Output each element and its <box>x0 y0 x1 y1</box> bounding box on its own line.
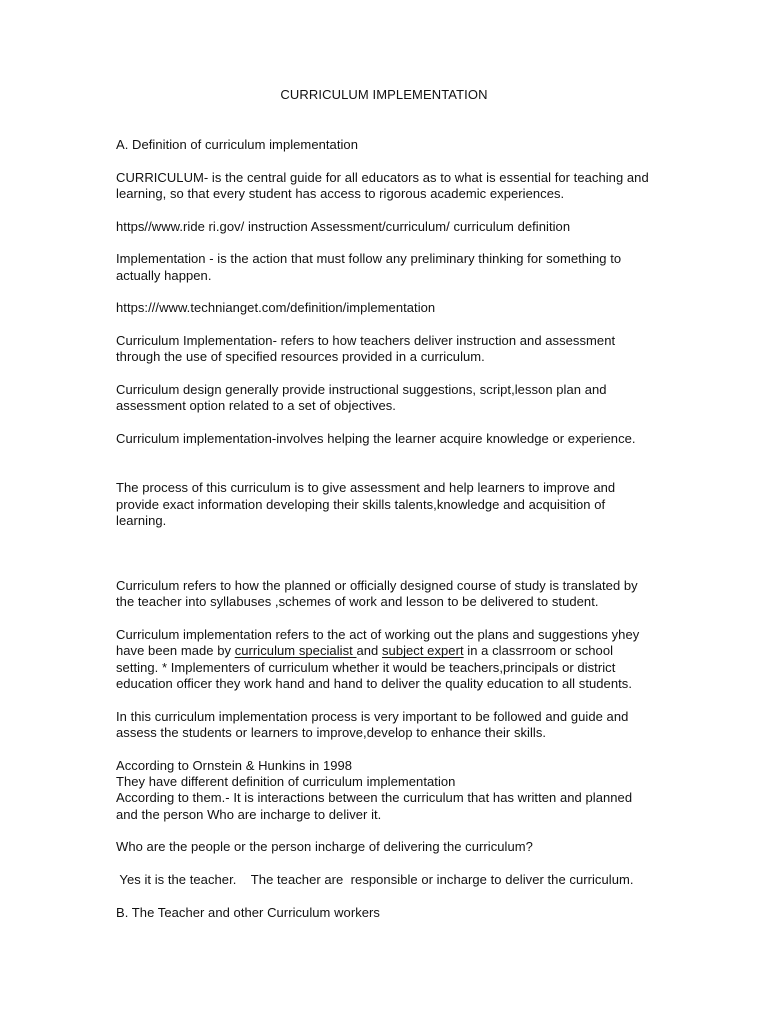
paragraph-curriculum-implementation: Curriculum Implementation- refers to how teachers deliver instruction and assessment through the use of specified resources provided in a curriculum. <box>116 333 616 365</box>
paragraph-process-important: In this curriculum implementation process is very important to be followed and guide and assess the students or learners to improve,develop to enhance their skills. <box>116 708 629 741</box>
act-text-1: Curriculum implementation refers to the act of working out the plans and suggestions yhey have been made by <box>116 627 640 659</box>
paragraph-curriculum-design: Curriculum design generally provide instructional suggestions, script,lesson plan and assessment option related to a set of objectives. <box>116 382 607 414</box>
paragraph-ornstein-line-1: According to Ornstein & Hunkins in 1998 <box>116 757 353 773</box>
curriculum-specialist-link[interactable]: curriculum specialist <box>234 643 357 659</box>
source-implementation: https:///www.technianget.com/definition/implementation <box>116 300 436 316</box>
paragraph-curriculum-refers: Curriculum refers to how the planned or officially designed course of study is translated by the teacher into syllabuses ,schemes of work and lesson to be delivered to student. <box>116 578 638 610</box>
paragraph-process: The process of this curriculum is to give assessment and help learners to improve and provide exact information developing their skills talents,knowledge and acquisition of learning. <box>116 480 616 528</box>
paragraph-implementation-involves: Curriculum implementation-involves helping the learner acquire knowledge or experience. <box>116 431 636 446</box>
act-text-3: in a classrroom or school setting. * Implementers of curriculum whether it would be teachers,principals or district education officer they work hand and hand to deliver the quality education to all students. <box>116 643 632 692</box>
section-b-heading: B. The Teacher and other Curriculum workers <box>116 904 380 920</box>
subject-expert-link[interactable]: subject expert <box>381 643 464 659</box>
act-text-2: and <box>356 643 382 659</box>
document-title: CURRICULUM IMPLEMENTATION <box>280 87 488 102</box>
paragraph-act-of-working <box>116 627 656 692</box>
paragraph-implementation-definition: Implementation - is the action that must follow any preliminary thinking for something to actually happen. <box>116 251 622 283</box>
document-body <box>116 137 656 937</box>
paragraph-ornstein-line-3: According to them.- It is interactions between the curriculum that has written and planned and the person Who are incharge to deliver it. <box>116 790 633 822</box>
paragraph-who-question: Who are the people or the person incharge of delivering the curriculum? <box>116 839 533 855</box>
paragraph-ornstein-line-2: They have different definition of curriculum implementation <box>116 774 456 790</box>
section-a-heading: A. Definition of curriculum implementation <box>116 137 358 152</box>
source-curriculum: https//www.ride ri.gov/ instruction Assessment/curriculum/ curriculum definition <box>116 218 571 234</box>
paragraph-teacher-answer: Yes it is the teacher. The teacher are responsible or incharge to deliver the curriculum. <box>116 872 634 887</box>
paragraph-curriculum-definition: CURRICULUM- is the central guide for all educators as to what is essential for teaching and learning, so that every student has access to rigorous academic experiences. <box>116 169 649 201</box>
